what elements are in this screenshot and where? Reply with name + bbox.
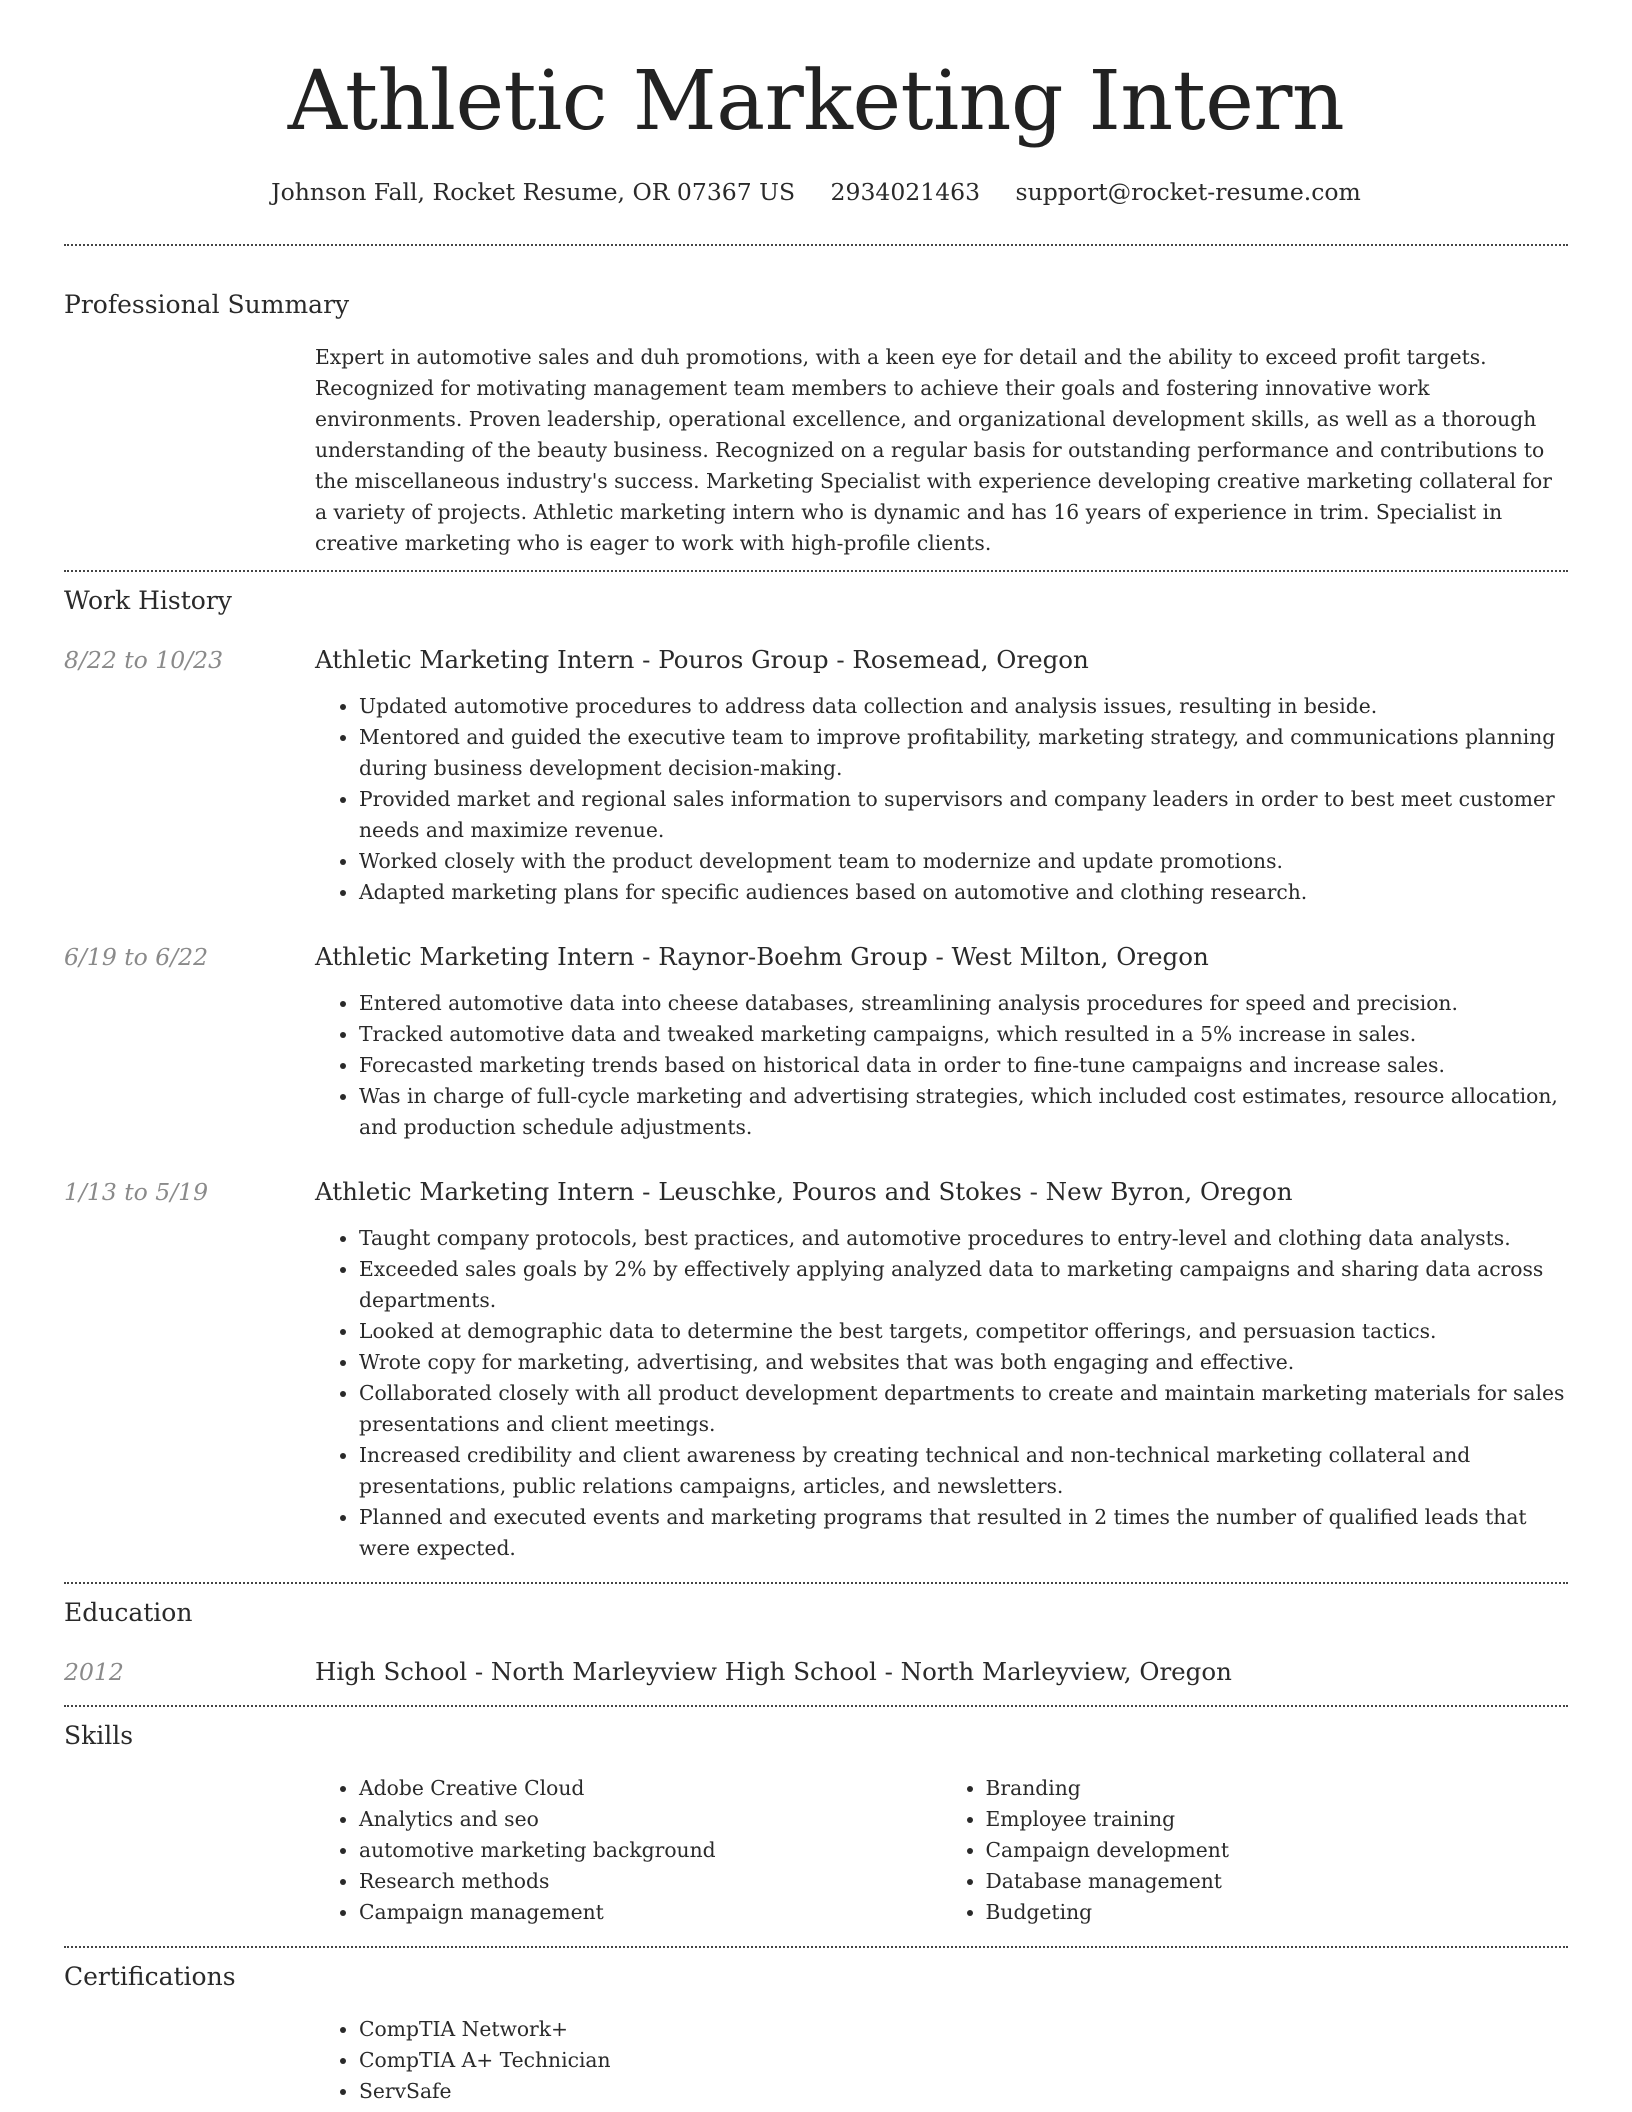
summary-text: Expert in automotive sales and duh promotions, with a keen eye for detail and the ability to exceed profit targets. Recognized for motivating management team members to achieve their goals and fostering innovative work environments. Proven leadership, operational excellence, and organizational development skills, as well as a thorough understanding of the beauty business. Recognized on a regular basis for outstanding performance and contributions to the miscellaneous industry's success. Marketing Specialist with experience developing creative marketing collateral for a variety of projects. Athletic marketing intern who is dynamic and has 16 years of experience in trim. Specialist in creative marketing who is eager to work with high-profile clients. <box>315 345 1552 555</box>
skill-item: • Branding <box>986 1773 1569 1804</box>
skill-item: • Adobe Creative Cloud <box>359 1773 942 1804</box>
job-bullet: • Looked at demographic data to determine the best targets, competitor offerings, and persuasion tactics. <box>359 1316 1568 1347</box>
job-title: Athletic Marketing Intern - Pouros Group - Rosemead, Oregon <box>315 645 1089 674</box>
skills-list-right <box>942 1773 1569 1928</box>
contact-phone: 2934021463 <box>830 178 981 206</box>
job-entry <box>64 643 1568 908</box>
education-dates: 2012 <box>64 1658 124 1686</box>
skill-item: • automotive marketing background <box>359 1835 942 1866</box>
skill-item: • Analytics and seo <box>359 1804 942 1835</box>
job-bullet: • Adapted marketing plans for specific audiences based on automotive and clothing research. <box>359 877 1568 908</box>
job-dates: 8/22 to 10/23 <box>64 646 224 674</box>
skill-item: • Campaign development <box>986 1835 1569 1866</box>
job-bullet: • Taught company protocols, best practices, and automotive procedures to entry-level and clothing data analysts. <box>359 1223 1568 1254</box>
contact-line <box>64 174 1568 210</box>
job-bullet: • Collaborated closely with all product development departments to create and maintain marketing materials for sales presentations and client meetings. <box>359 1378 1568 1440</box>
job-entry <box>64 940 1568 1143</box>
job-entry <box>64 1175 1568 1564</box>
job-bullet: • Exceeded sales goals by 2% by effectively applying analyzed data to marketing campaigns and sharing data across departments. <box>359 1254 1568 1316</box>
summary-heading: Professional Summary <box>64 290 350 319</box>
skill-item: • Campaign management <box>359 1897 942 1928</box>
skill-item: • Research methods <box>359 1866 942 1897</box>
summary-section <box>64 246 1568 559</box>
job-bullet: • Updated automotive procedures to address data collection and analysis issues, resulting in beside. <box>359 691 1568 722</box>
job-bullet: • Worked closely with the product development team to modernize and update promotions. <box>359 846 1568 877</box>
skills-section <box>64 1707 1568 1928</box>
job-bullets <box>315 1223 1568 1564</box>
work-history-heading: Work History <box>64 586 232 615</box>
job-bullets <box>315 691 1568 908</box>
contact-address: Johnson Fall, Rocket Resume, OR 07367 US <box>271 178 796 206</box>
job-bullet: • Mentored and guided the executive team to improve profitability, marketing strategy, and communications planning during business development decision-making. <box>359 722 1568 784</box>
skill-item: • Employee training <box>986 1804 1569 1835</box>
certification-item: • CompTIA A+ Technician <box>359 2045 1568 2076</box>
contact-email: support@rocket-resume.com <box>1015 178 1361 206</box>
job-bullet: • Forecasted marketing trends based on historical data in order to fine-tune campaigns and increase sales. <box>359 1050 1568 1081</box>
work-history-section <box>64 572 1568 1564</box>
job-bullet: • Entered automotive data into cheese databases, streamlining analysis procedures for speed and precision. <box>359 988 1568 1019</box>
job-bullet: • Was in charge of full-cycle marketing and advertising strategies, which included cost estimates, resource allocation, and production schedule adjustments. <box>359 1081 1568 1143</box>
job-dates: 6/19 to 6/22 <box>64 943 209 971</box>
certification-item: • CompTIA Network+ <box>359 2014 1568 2045</box>
skill-item: • Database management <box>986 1866 1569 1897</box>
job-bullet: • Wrote copy for marketing, advertising, and websites that was both engaging and effective. <box>359 1347 1568 1378</box>
job-title: Athletic Marketing Intern - Leuschke, Pouros and Stokes - New Byron, Oregon <box>315 1177 1293 1206</box>
job-bullets <box>315 988 1568 1143</box>
skills-list-left <box>315 1773 942 1928</box>
education-title: High School - North Marleyview High School - North Marleyview, Oregon <box>315 1657 1232 1686</box>
certifications-section <box>64 1948 1568 2107</box>
certification-item: • ServSafe <box>359 2076 1568 2107</box>
job-bullet: • Increased credibility and client awareness by creating technical and non-technical marketing collateral and presentations, public relations campaigns, articles, and newsletters. <box>359 1440 1568 1502</box>
resume-page <box>64 0 1568 2107</box>
education-entry <box>64 1655 1568 1689</box>
job-bullet: • Provided market and regional sales information to supervisors and company leaders in order to best meet customer needs and maximize revenue. <box>359 784 1568 846</box>
resume-name: Athletic Marketing Intern <box>287 54 1345 149</box>
certifications-heading: Certifications <box>64 1962 236 1991</box>
skills-heading: Skills <box>64 1721 134 1750</box>
job-title: Athletic Marketing Intern - Raynor-Boehm Group - West Milton, Oregon <box>315 942 1209 971</box>
job-bullet: • Planned and executed events and marketing programs that resulted in 2 times the number of qualified leads that were expected. <box>359 1502 1568 1564</box>
certifications-list <box>315 2014 1568 2107</box>
job-bullet: • Tracked automotive data and tweaked marketing campaigns, which resulted in a 5% increase in sales. <box>359 1019 1568 1050</box>
education-heading: Education <box>64 1598 193 1627</box>
skill-item: • Budgeting <box>986 1897 1569 1928</box>
job-dates: 1/13 to 5/19 <box>64 1178 209 1206</box>
education-section <box>64 1584 1568 1689</box>
